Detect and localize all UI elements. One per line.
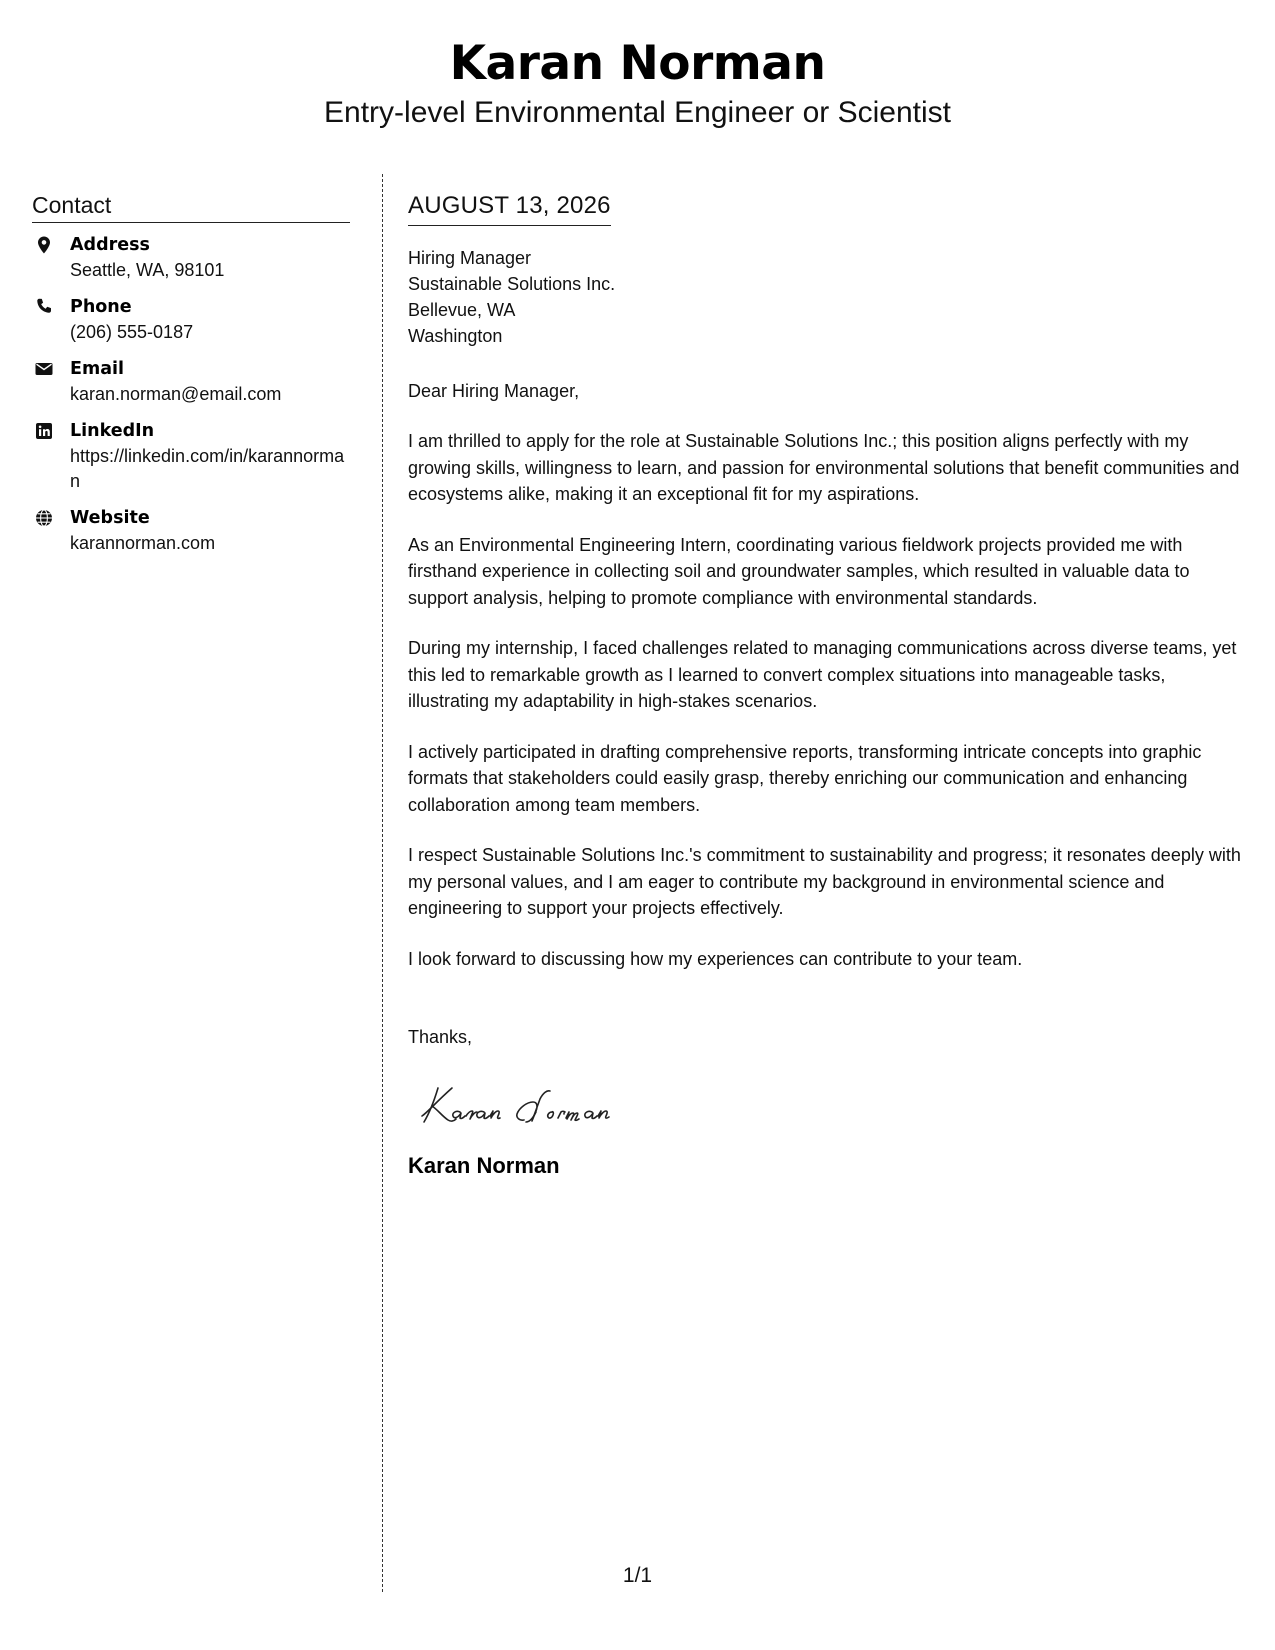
location-pin-icon [34, 235, 54, 255]
letter-body [408, 190, 1248, 1180]
email-value[interactable]: karan.norman@email.com [70, 384, 282, 404]
contact-item-address [32, 233, 350, 283]
body-paragraph: I respect Sustainable Solutions Inc.'s commitment to sustainability and progress; it resonates deeply with my personal values, and I am eager to contribute my background in environmental science and engineering to support your projects effectively. [408, 845, 1241, 918]
recipient-line: Sustainable Solutions Inc. [408, 274, 616, 294]
job-title: Entry-level Environmental Engineer or Scientist [324, 96, 951, 129]
closing: Thanks, [408, 1027, 473, 1047]
applicant-name: Karan Norman [449, 36, 826, 91]
contact-item-linkedin [32, 419, 350, 494]
contact-label: Email [70, 359, 124, 379]
linkedin-icon [34, 421, 54, 441]
contact-item-phone [32, 295, 350, 345]
body-paragraph: As an Environmental Engineering Intern, coordinating various fieldwork projects provided me with firsthand experience in collecting soil and groundwater samples, which resulted in valuable data to support analysis, helping to promote compliance with environmental standards. [408, 534, 1190, 608]
contact-sidebar [32, 190, 350, 568]
recipient-line: Bellevue, WA [408, 300, 516, 320]
contact-label: Phone [70, 297, 132, 317]
letter-date: AUGUST 13, 2026 [408, 190, 611, 226]
recipient-line: Hiring Manager [408, 248, 532, 268]
letter-header [0, 34, 1275, 132]
phone-value: (206) 555-0187 [70, 322, 194, 342]
contact-item-website [32, 506, 350, 556]
phone-icon [34, 297, 54, 317]
recipient-block [408, 245, 1248, 349]
contact-heading: Contact [32, 190, 350, 223]
body-paragraph: I am thrilled to apply for the role at Sustainable Solutions Inc.; this position aligns perfectly with my growing skills, willingness to learn, and passion for environmental solutions that benefit communities and ecosystems alike, making it an exceptional fit for my aspirations. [408, 431, 1240, 504]
body-paragraph: I look forward to discussing how my experiences can contribute to your team. [408, 948, 1023, 969]
envelope-icon [34, 359, 54, 379]
column-divider [382, 174, 383, 1592]
signer-name: Karan Norman [408, 1153, 560, 1178]
contact-label: Address [70, 235, 150, 255]
website-value[interactable]: karannorman.com [70, 533, 216, 553]
globe-icon [34, 508, 54, 528]
recipient-line: Washington [408, 326, 503, 346]
linkedin-value[interactable]: https://linkedin.com/in/karannorman [70, 446, 345, 491]
contact-label: Website [70, 508, 150, 528]
contact-label: LinkedIn [70, 421, 155, 441]
body-paragraph: I actively participated in drafting comprehensive reports, transforming intricate concepts into graphic formats that stakeholders could easily grasp, thereby enriching our communication and enhancing collaboration among team members. [408, 741, 1202, 815]
page-number: 1/1 [622, 1564, 653, 1587]
handwritten-signature [416, 1076, 676, 1136]
contact-item-email [32, 357, 350, 407]
contact-list [32, 233, 350, 556]
greeting: Dear Hiring Manager, [408, 381, 580, 401]
address-value: Seattle, WA, 98101 [70, 260, 225, 280]
body-paragraph: During my internship, I faced challenges related to managing communications across diverse teams, yet this led to remarkable growth as I learned to convert complex situations into manageable tasks, illustrating my adaptability in high-stakes scenarios. [408, 638, 1237, 711]
